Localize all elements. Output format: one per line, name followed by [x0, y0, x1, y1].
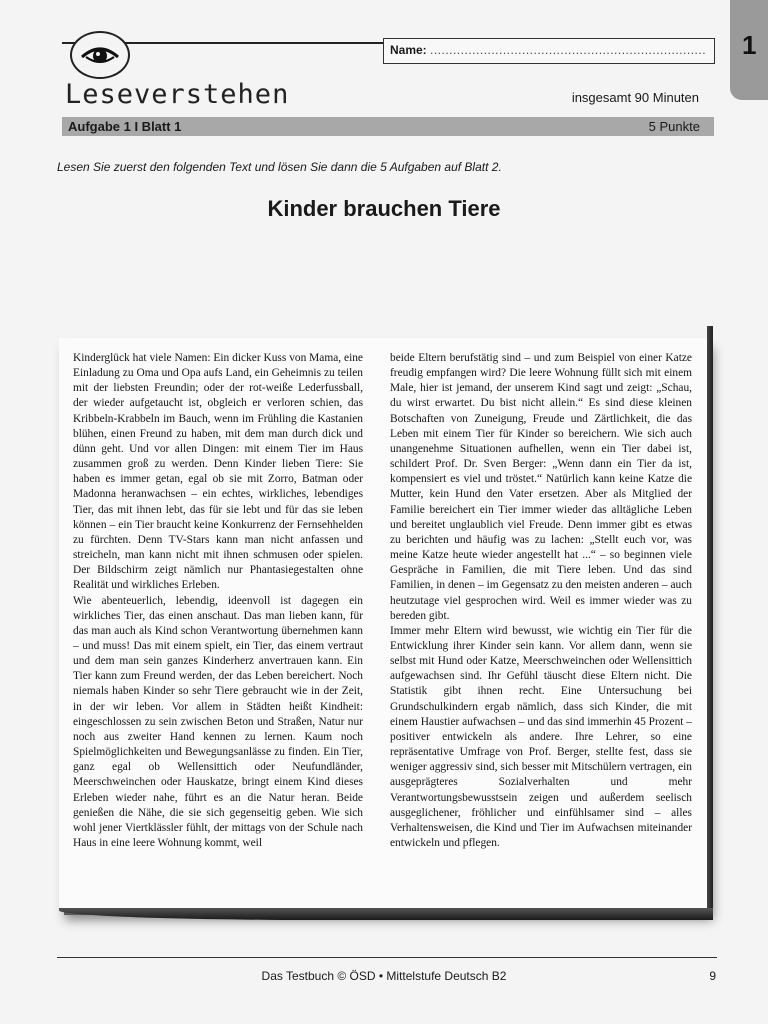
points-label: 5 Punkte [648, 119, 700, 134]
instruction: Lesen Sie zuerst den folgenden Text und lösen Sie dann die 5 Aufgaben auf Blatt 2. [57, 160, 502, 174]
article-paragraph: beide Eltern berufstätig sind – und zum Beispiel von einer Katze freudig empfangen wird? Die leere Wohnung füllt sich mit einem Male, hier ist jemand, der unserem Kind sagt und zeigt: „Schau, du wirst erwartet. Du bist nicht allein.“ Es sind diese kleinen Botschaften von Zuneigung, Freude und Zärtlichkeit, die das Leben mit einem Tier für Kinder so bereichern. Wie sich auch unangenehme Situationen aufhellen, wenn ein Tier dabei ist, schildert Prof. Dr. Sven Berger: „Wenn dann ein Tier da ist, kompensiert es viel und tröstet.“ Natürlich kann keine Katze die Mutter, kein Hund den Vater ersetzen. Aber als Mitglied der Familie bereichert ein Tier immer wieder das alltägliche Leben und bereitet unglaublich viel Freude. Denn immer gibt es etwas zu berichten und häufig was zu lachen: „Stellt euch vor, was meine Katze heute wieder angestellt hat ...“ – so beginnen viele Gespräche in Familien, die mit Tiere leben. Und das sind Familien, in denen – im Gegensatz zu den meisten anderen – auch heutzutage viel gesprochen wird. Weil es immer wieder was zu bereden gibt. [390, 352, 692, 622]
section-title: Leseverstehen [65, 79, 290, 110]
footer-text: Das Testbuch © ÖSD • Mittelstufe Deutsch B2 [261, 969, 507, 983]
task-label: Aufgabe 1 I Blatt 1 [68, 119, 182, 134]
sheet-shadow-right [707, 326, 713, 910]
task-bar [62, 117, 714, 136]
footer-rule [57, 957, 717, 958]
article-right-column [390, 351, 692, 851]
article-sheet [59, 338, 707, 910]
chapter-number: 1 [742, 30, 757, 60]
chapter-tab [730, 0, 768, 100]
article-paragraph: Wie abenteuerlich, lebendig, ideenvoll ist dagegen ein wirkliches Tier, das einen anschaut. Das man lieben kann, für das man auch als Kind schon Verantwortung übernehmen kann – und muss! Das mit einem spielt, ein Tier, das einem vertraut und dem man sein ganzes Kinderherz anvertrauen kann. Ein Tier kann zum Freund werden, der das Leben bereichert. Noch niemals haben Kinder so sehr Tiere gebraucht wie in der Zeit, in der wir leben. Vor allem in Städten heißt Kindheit: eingeschlossen zu sein zwischen Beton und Straßen, Natur nur noch aus zweiter Hand kennen zu lernen. Kaum noch Spielmöglichkeiten und Bewegungsanlässe zu finden. Ein Tier, ganz egal ob Wellensittich oder Neufundländer, Meerschweinchen oder Hauskatze, bringt einem Kind dieses Erleben wieder nahe, führt es an die Natur heran. Beide genießen die Nähe, die sie sich gegenseitig geben. Wie sich wohl jener Viertklässler fühlt, der mittags von der Schule nach Haus in eine leere Wohnung kommt, weil [73, 594, 363, 849]
name-label: Name: [390, 43, 427, 57]
name-field[interactable] [383, 38, 715, 64]
article-paragraph: Kinderglück hat viele Namen: Ein dicker Kuss von Mama, eine Einladung zu Oma und Opa aufs Land, ein Geheimnis zu teilen mit der liebsten Freundin; oder der rot-weiße Lederfussball, der wieder aufgetaucht ist, obgleich er verloren schien, das Kribbeln-Krabbeln im Bauch, wenn im Frühling die Kastanien blühen, einen Freund zu haben, mit dem man durch dick und dünn geht. Und vor allen Dingen: mit einem Tier im Haus zusammen groß zu werden. Denn Kinder lieben Tiere: Sie haben es immer getan, egal ob sie mit Zorro, Batman oder Madonna heranwachsen – ein echtes, wirkliches, lebendiges Tier, das mit ihnen lebt, das für sie lebt und für das sie leben können – ein Tier braucht keine Konkurrenz der Fernsehhelden zu fürchten. Denn TV-Stars kann man nicht anfassen und streicheln, man kann nicht mit ihnen schmusen oder spielen. Der Bildschirm zeigt nämlich nur Phantasiegestalten ohne Realität und wirkliches Erleben. [73, 352, 363, 592]
name-value: ........................................................................ [430, 43, 707, 57]
page-number: 9 [709, 969, 716, 983]
eye-icon [70, 31, 130, 79]
article-left-column [73, 351, 363, 851]
sheet-shadow-bottom [59, 908, 713, 920]
article-title: Kinder brauchen Tiere [267, 196, 501, 221]
duration: insgesamt 90 Minuten [571, 90, 699, 105]
article-paragraph: Immer mehr Eltern wird bewusst, wie wichtig ein Tier für die Entwicklung ihrer Kinder sein kann. Vor allem dann, wenn sie selbst mit Hund oder Katze, Meerschweinchen oder Wellensittich aufgewachsen sind. Ihr Gefühl täuscht diese Eltern nicht. Die Statistik gibt ihnen recht. Eine Untersuchung bei Grundschulkindern ergab nämlich, dass sich Kinder, die mit einem Haustier aufwachsen – und das sind immerhin 45 Prozent – positiver entwickeln als andere. Ihre Lehrer, so eine repräsentative Umfrage von Prof. Berger, stellte fest, dass sie weniger aggressiv sind, sich besser mit Mitschülern vertragen, ein ausgeprägteres Sozialverhalten und mehr Verantwortungsbewusstsein zeigen und außerdem seelisch ausgeglichener, fröhlicher und einfühlsamer sind – alles Verhaltensweisen, die Kind und Tier im Aufwachsen miteinander entwickeln und pflegen. [390, 624, 692, 849]
